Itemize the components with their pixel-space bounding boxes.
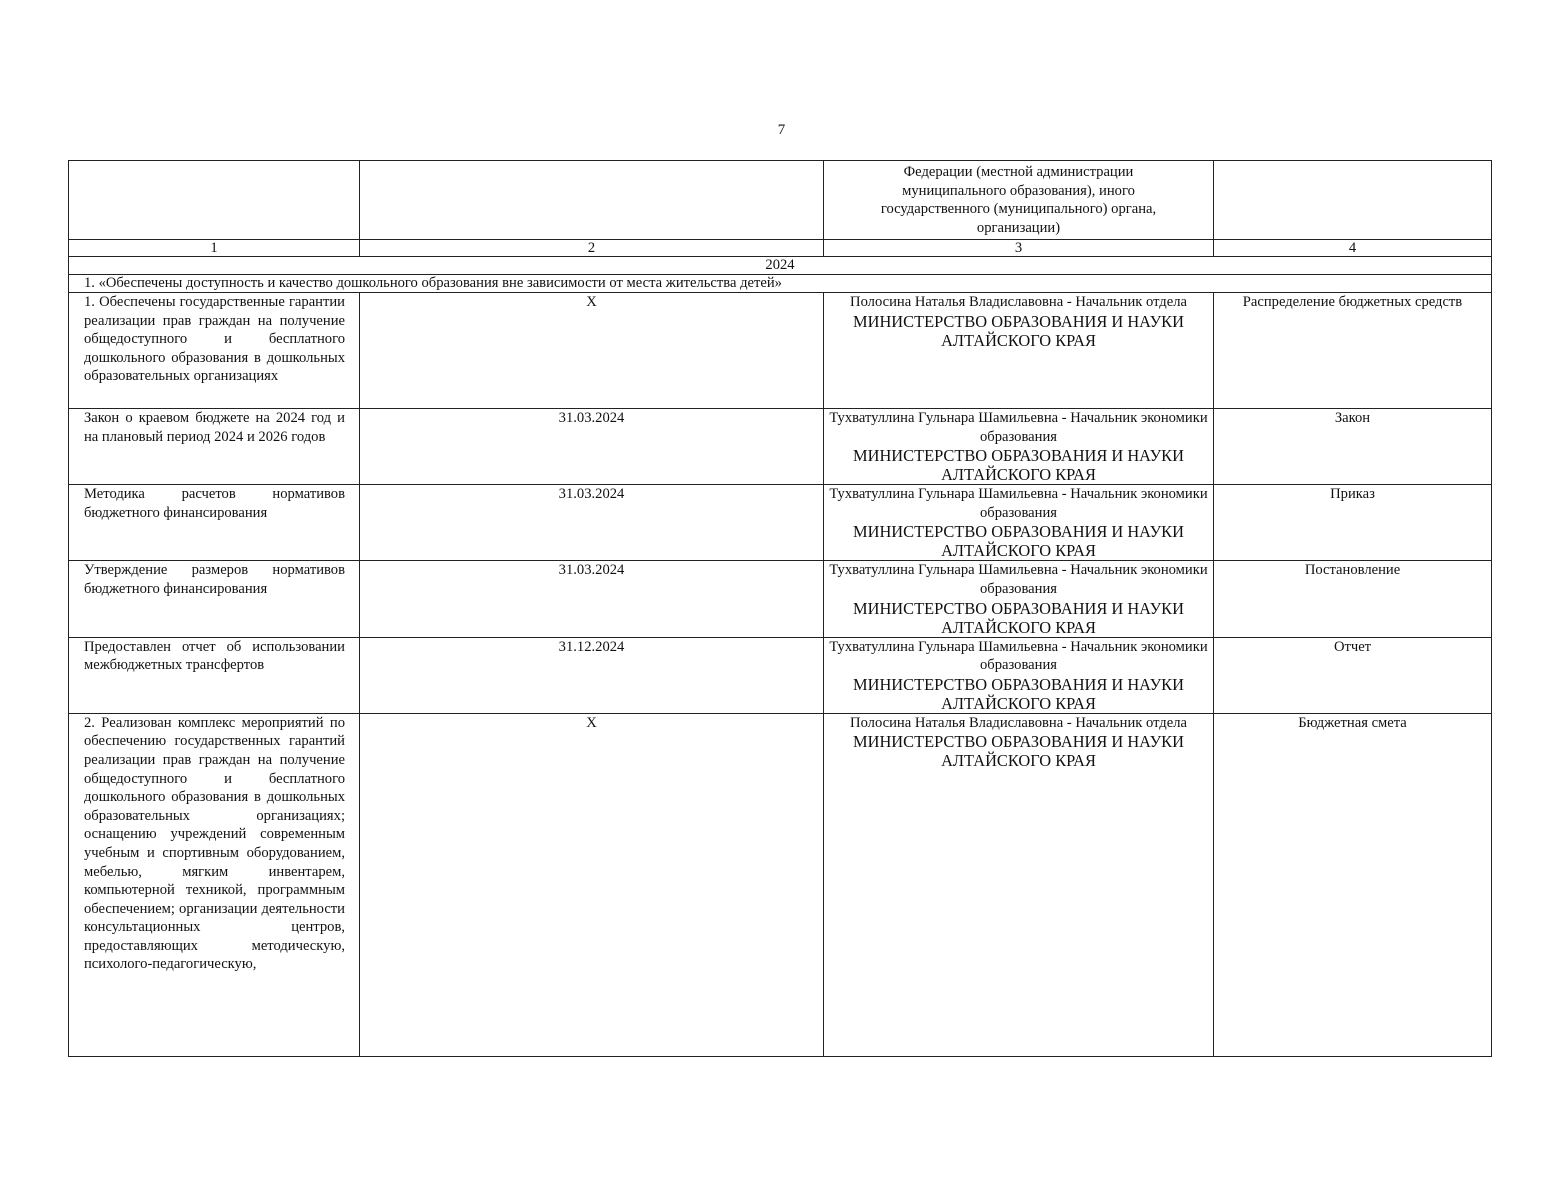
table-row [69,485,1492,561]
section-title: 1. «Обеспечены доступность и качество дошкольного образования вне зависимости от места жительства детей» [69,275,1492,293]
document-type-cell: Распределение бюджетных средств [1214,293,1492,409]
document-type-cell: Отчет [1214,637,1492,713]
date-cell: 31.03.2024 [360,561,824,637]
event-cell: 2. Реализован комплекс мероприятий по обеспечению государственных гарантий реализации прав граждан на получение общедоступного и бесплатного дошкольного образования в дошкольных образовательных организациях; оснащению учреждений современным учебным и спортивным оборудованием, мебелью, мягким инвентарем, компьютерной техникой, программным обеспечением; организации деятельности консультационных центров, предоставляющих методическую, психолого-педагогическую, [69,713,360,1056]
column-number: 3 [824,240,1214,257]
document-type-cell: Бюджетная смета [1214,713,1492,1056]
event-cell: Утверждение размеров нормативов бюджетного финансирования [69,561,360,637]
event-cell: Предоставлен отчет об использовании межбюджетных трансфертов [69,637,360,713]
responsible-person: Тухватуллина Гульнара Шамильевна - Начальник экономики образования [829,638,1208,674]
table-row [69,293,1492,409]
responsible-person: Полосина Наталья Владиславовна - Начальник отдела [850,294,1187,310]
responsible-org: МИНИСТЕРСТВО ОБРАЗОВАНИЯ И НАУКИ АЛТАЙСКОГО КРАЯ [853,598,1184,637]
responsible-cell [824,637,1214,713]
header-cell-3: Федерации (местной администрации муниципального образования), иного государственного (муниципального) органа, организации) [824,161,1214,240]
column-number: 2 [360,240,824,257]
date-cell: X [360,293,824,409]
responsible-org: МИНИСТЕРСТВО ОБРАЗОВАНИЯ И НАУКИ АЛТАЙСКОГО КРАЯ [853,674,1184,713]
responsible-person: Тухватуллина Гульнара Шамильевна - Начальник экономики образования [829,410,1208,445]
responsible-person: Тухватуллина Гульнара Шамильевна - Начальник экономики образования [829,562,1208,597]
event-cell: 1. Обеспечены государственные гарантии реализации прав граждан на получение общедоступного и бесплатного дошкольного образования в дошкольных образовательных организациях [69,293,360,409]
event-cell: Методика расчетов нормативов бюджетного финансирования [69,485,360,561]
table-row [69,409,1492,485]
responsible-org: МИНИСТЕРСТВО ОБРАЗОВАНИЯ И НАУКИ АЛТАЙСКОГО КРАЯ [853,522,1184,561]
document-type-cell: Постановление [1214,561,1492,637]
responsible-person: Полосина Наталья Владиславовна - Начальник отдела [850,714,1187,731]
document-type-cell: Приказ [1214,485,1492,561]
year-row [69,257,1492,275]
responsible-cell [824,409,1214,485]
header-cell-1 [69,161,360,240]
responsible-org: МИНИСТЕРСТВО ОБРАЗОВАНИЯ И НАУКИ АЛТАЙСКОГО КРАЯ [853,732,1184,771]
header-continuation-row [69,161,1492,240]
page-number: 7 [777,122,786,138]
year-label: 2024 [69,257,1492,275]
column-number: 1 [69,240,360,257]
responsible-cell [824,485,1214,561]
column-number-row [69,240,1492,257]
responsible-person: Тухватуллина Гульнара Шамильевна - Начальник экономики образования [829,486,1208,521]
responsible-org: МИНИСТЕРСТВО ОБРАЗОВАНИЯ И НАУКИ АЛТАЙСКОГО КРАЯ [853,446,1184,485]
header-cell-2 [360,161,824,240]
responsible-org: МИНИСТЕРСТВО ОБРАЗОВАНИЯ И НАУКИ АЛТАЙСКОГО КРАЯ [853,311,1184,350]
column-number: 4 [1214,240,1492,257]
date-cell: 31.03.2024 [360,409,824,485]
responsible-cell [824,561,1214,637]
table-row [69,713,1492,1056]
responsible-cell [824,293,1214,409]
control-events-table [68,160,1492,1057]
section-row [69,275,1492,293]
date-cell: 31.03.2024 [360,485,824,561]
date-cell: X [360,713,824,1056]
event-cell: Закон о краевом бюджете на 2024 год и на плановый период 2024 и 2026 годов [69,409,360,485]
responsible-cell [824,713,1214,1056]
date-cell: 31.12.2024 [360,637,824,713]
table-row [69,637,1492,713]
header-cell-4 [1214,161,1492,240]
table-row [69,561,1492,637]
document-type-cell: Закон [1214,409,1492,485]
